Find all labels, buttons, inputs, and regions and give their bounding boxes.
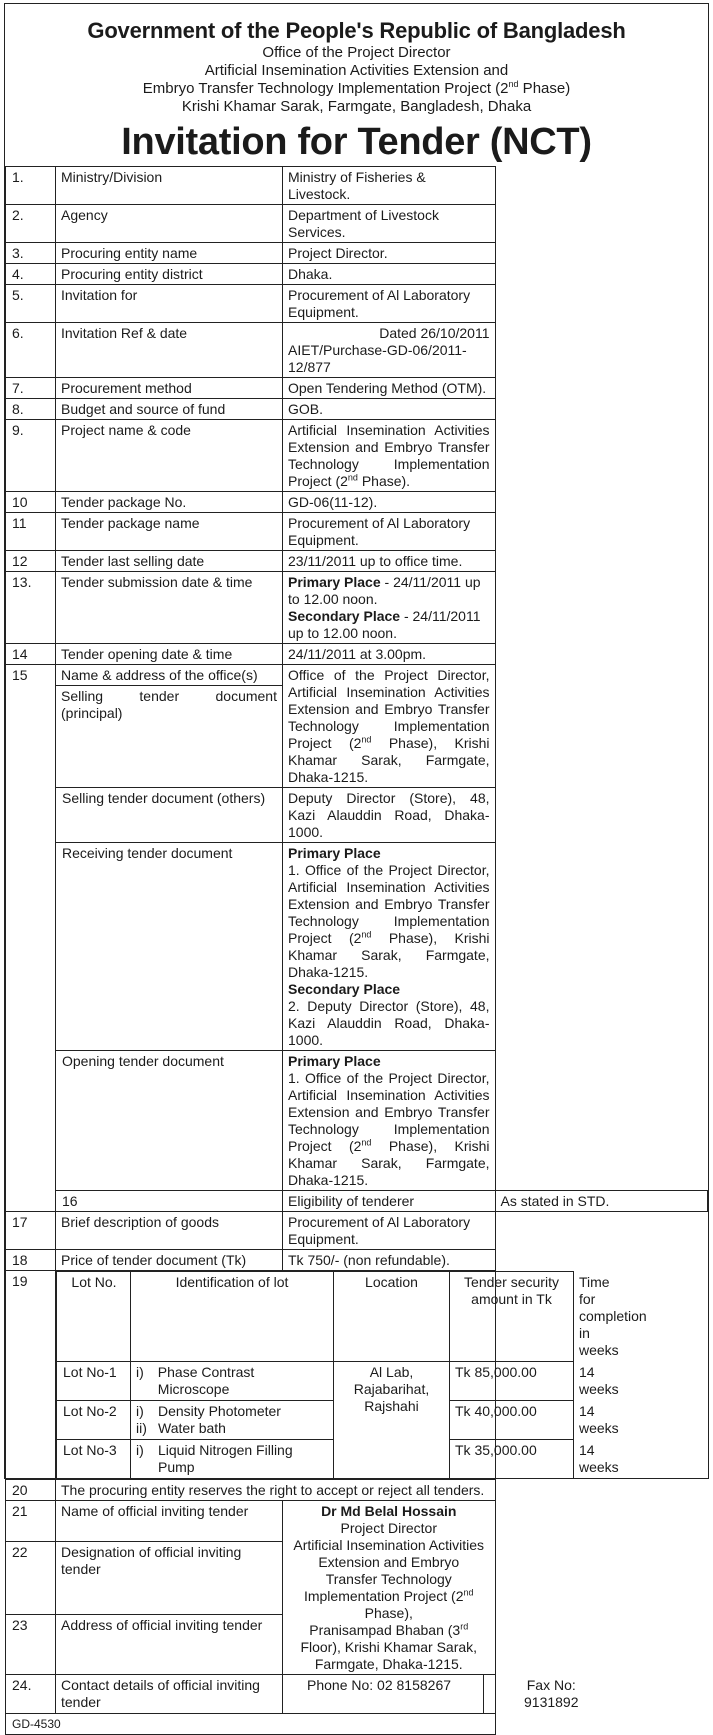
value-text: Artificial Insemination Activities Extension and Embryo Transfer Technology Implementation Project (2 — [288, 422, 490, 489]
office-line: Office of the Project Director — [262, 44, 451, 61]
table-row — [6, 264, 708, 285]
item-index: i) — [136, 1442, 144, 1458]
item-text: Water bath — [158, 1420, 226, 1436]
address-line: Krishi Khamar Sarak, Farmgate, Bangladesh, Dhaka — [181, 98, 532, 115]
row-value: Dhaka. — [283, 264, 496, 285]
row-number: 11 — [6, 513, 56, 551]
row-value: Tk 750/- (non refundable). — [283, 1250, 496, 1271]
row-label: Invitation for — [56, 285, 283, 323]
row-label: Project name & code — [56, 420, 283, 492]
header — [5, 18, 708, 166]
lot-table-cell — [56, 1271, 647, 1480]
selling-others-value: Deputy Director (Store), 48, Kazi Alauddin Road, Dhaka-1000. — [283, 788, 496, 843]
row-label: Tender last selling date — [56, 551, 283, 572]
row-label-stack — [56, 665, 283, 788]
row-number: 18 — [6, 1250, 56, 1271]
government-title: Government of the People's Republic of Bangladesh — [87, 18, 626, 43]
contact-details — [283, 1675, 579, 1714]
table-row — [6, 1051, 708, 1191]
lot-location: Al Lab, Rajabarihat, Rajshahi — [334, 1362, 450, 1479]
row-label: Invitation Ref & date — [56, 323, 283, 378]
addr-tail: Phase), — [364, 1605, 413, 1621]
table-row — [6, 205, 708, 243]
row-label: Budget and source of fund — [56, 399, 283, 420]
table-row — [6, 243, 708, 264]
receiving-value — [283, 843, 496, 1051]
row-value — [283, 420, 496, 492]
row-number: 22 — [6, 1541, 56, 1614]
row-value: Procurement of Al Laboratory Equipment. — [283, 1212, 496, 1250]
row-number: 6. — [6, 323, 56, 378]
value-tail: Phase). — [357, 473, 411, 489]
primary-place-tail: Phase), Krishi Khamar Sarak, Farmgate, Dhaka-1215. — [288, 930, 490, 980]
receiving-label: Receiving tender document — [56, 843, 283, 1051]
table-row — [6, 644, 708, 665]
item-text: Density Photometer — [158, 1403, 281, 1419]
item-index: ii) — [136, 1420, 147, 1436]
official-address-1: Artificial Insemination Activities Extension and Embryo — [293, 1537, 485, 1570]
location-header: Location — [334, 1272, 450, 1362]
row-label: Agency — [56, 205, 283, 243]
ref-number: AIET/Purchase-GD-06/2011-12/877 — [288, 342, 467, 375]
primary-place-label: Primary Place — [288, 1053, 381, 1069]
table-row — [6, 1212, 708, 1250]
row-label: Name of official inviting tender — [56, 1501, 283, 1542]
row-number: 23 — [6, 1615, 56, 1675]
row-label: Price of tender document (Tk) — [56, 1250, 283, 1271]
secondary-place-value: - 24/11/2011 up to 12.00 noon. — [288, 608, 481, 641]
ref-date: Dated 26/10/2011 — [379, 325, 490, 341]
superscript: nd — [508, 79, 519, 89]
lot-security: Tk 35,000.00 — [450, 1440, 574, 1479]
superscript: nd — [361, 734, 372, 745]
lot-number: Lot No-2 — [57, 1401, 131, 1440]
row-label: Contact details of official inviting tender — [56, 1675, 283, 1714]
tender-notice — [4, 3, 709, 1731]
row-number: 15 — [6, 665, 56, 1212]
row-value: 23/11/2011 up to office time. — [283, 551, 496, 572]
tender-table-body — [6, 167, 708, 1735]
secondary-place-text: 2. Deputy Director (Store), 48, Kazi Alauddin Road, Dhaka-1000. — [288, 998, 490, 1048]
row-value — [283, 323, 496, 378]
table-row — [6, 1250, 708, 1271]
lot-number: Lot No-3 — [57, 1440, 131, 1479]
row-number: 1. — [6, 167, 56, 205]
row-value: 24/11/2011 at 3.00pm. — [283, 644, 496, 665]
table-row — [6, 513, 708, 551]
row-label: Tender opening date & time — [56, 644, 283, 665]
table-row — [6, 492, 708, 513]
row-number: 24. — [6, 1675, 56, 1714]
row-number: 5. — [6, 285, 56, 323]
row-number: 2. — [6, 205, 56, 243]
superscript: rd — [460, 1621, 469, 1632]
office-address-tail: Phase), Krishi Khamar Sarak, Farmgate, Dhaka-1215. — [288, 735, 490, 785]
project-line-2-tail: Phase) — [518, 80, 571, 97]
table-row — [6, 399, 708, 420]
primary-place-text: 1. Office of the Project Director, Artificial Insemination Activities Extension and Embryo Transfer Technology Implementation Project (2 — [288, 862, 490, 946]
addr-text: Transfer Technology Implementation Project (2 — [303, 1571, 464, 1604]
footer-row — [6, 1714, 708, 1735]
phone-number: Phone No: 02 8158267 — [283, 1675, 484, 1713]
item-index: i) — [136, 1403, 144, 1419]
row-label: Procuring entity name — [56, 243, 283, 264]
item-index: i) — [136, 1364, 144, 1380]
row-number: 16 — [56, 1191, 283, 1212]
project-line-2-text: Embryo Transfer Technology Implementation Project (2 — [142, 80, 509, 97]
row-number: 14 — [6, 644, 56, 665]
superscript: nd — [463, 1587, 474, 1598]
item-text: Phase Contrast Microscope — [157, 1364, 255, 1397]
row-number: 20 — [6, 1480, 56, 1501]
row-label: Tender submission date & time — [56, 572, 283, 644]
table-row — [6, 1501, 708, 1542]
secondary-place-label: Secondary Place — [288, 981, 401, 997]
lot-header-row: Lot No. Identification of lot Location Tender security amount in Tk Time for completion in weeks — [57, 1272, 574, 1362]
row-number: 7. — [6, 378, 56, 399]
row-label: Address of official inviting tender — [56, 1615, 283, 1675]
addr-tail: Floor), Krishi Khamar Sarak, — [300, 1639, 478, 1655]
addr-text: Pranisampad Bhaban (3 — [309, 1622, 461, 1638]
row-number: 4. — [6, 264, 56, 285]
lot-items — [131, 1401, 334, 1440]
selling-others-label: Selling tender document (others) — [56, 788, 283, 843]
row-value: Procurement of Al Laboratory Equipment. — [283, 513, 496, 551]
lot-table — [56, 1271, 647, 1479]
row-value: Department of Livestock Services. — [283, 205, 496, 243]
office-address: Office of the Project Director, Artificial Insemination Activities Extension and Embryo Transfer Technology Implementation Project (2 — [288, 667, 490, 751]
security-header: Tender security amount in Tk — [450, 1272, 574, 1362]
row-number: 3. — [6, 243, 56, 264]
lot-row: Lot No-1 i) Phase Contrast Microscope Al Lab, Rajabarihat, Rajshahi Tk 85,000.00 14 weeks — [57, 1362, 574, 1401]
fax-number: Fax No: 9131892 — [524, 1677, 579, 1710]
official-name: Dr Md Belal Hossain — [321, 1503, 457, 1519]
official-address-4: Farmgate, Dhaka-1215. — [314, 1656, 463, 1672]
row-number: 9. — [6, 420, 56, 492]
primary-place-text: 1. Office of the Project Director, Artificial Insemination Activities Extension and Embryo Transfer Technology Implementation Project (2 — [288, 1070, 490, 1154]
lot-items — [131, 1362, 334, 1401]
row-label: Tender package name — [56, 513, 283, 551]
lot-items — [131, 1440, 334, 1479]
row-label: Eligibility of tenderer — [283, 1191, 496, 1212]
official-address-2 — [288, 1571, 490, 1622]
table-row — [6, 843, 708, 1051]
project-line-2 — [5, 80, 708, 98]
opening-label: Opening tender document — [56, 1051, 283, 1191]
lot-row: Lot No-2 i) Density Photometer ii) Water bath Tk 40,000.00 14 weeks — [57, 1401, 574, 1440]
table-row — [6, 378, 708, 399]
table-row — [6, 1191, 708, 1212]
row-number: 21 — [6, 1501, 56, 1542]
row-value: Ministry of Fisheries & Livestock. — [283, 167, 496, 205]
row-value — [283, 665, 496, 788]
superscript: nd — [347, 472, 358, 483]
row-value: GD-06(11-12). — [283, 492, 496, 513]
item-text: Liquid Nitrogen Filling Pump — [158, 1442, 293, 1475]
row-value: Project Director. — [283, 243, 496, 264]
official-designation: Project Director — [340, 1520, 437, 1536]
selling-principal-label: Selling tender document (principal) — [61, 688, 277, 721]
lot-security: Tk 85,000.00 — [450, 1362, 574, 1401]
row-number: 8. — [6, 399, 56, 420]
row-number: 13. — [6, 572, 56, 644]
lot-no-header: Lot No. — [57, 1272, 131, 1362]
identification-header: Identification of lot — [131, 1272, 334, 1362]
superscript: nd — [361, 1137, 372, 1148]
table-row — [6, 323, 708, 378]
primary-place-tail: Phase), Krishi Khamar Sarak, Farmgate, Dhaka-1215. — [288, 1138, 490, 1188]
row-value: Open Tendering Method (OTM). — [283, 378, 496, 399]
table-row — [6, 285, 708, 323]
row-value: GOB. — [283, 399, 496, 420]
row-label: Procuring entity district — [56, 264, 283, 285]
row-label: Designation of official inviting tender — [56, 1541, 283, 1614]
official-details — [283, 1501, 496, 1675]
row-label: Procurement method — [56, 378, 283, 399]
table-row — [6, 788, 708, 843]
row-number: 10 — [6, 492, 56, 513]
row-label: Tender package No. — [56, 492, 283, 513]
table-row — [6, 420, 708, 492]
page-title: Invitation for Tender (NCT) — [121, 121, 592, 163]
row-number: 17 — [6, 1212, 56, 1250]
lot-number: Lot No-1 — [57, 1362, 131, 1401]
table-row — [6, 1675, 708, 1714]
lot-security: Tk 40,000.00 — [450, 1401, 574, 1440]
footer-code: GD-4530 — [6, 1714, 496, 1735]
reservation-note: The procuring entity reserves the right to accept or reject all tenders. — [56, 1480, 496, 1501]
primary-place-value: - 24/11/2011 up to 12.00 noon. — [288, 574, 481, 607]
primary-place-label: Primary Place — [288, 574, 381, 590]
project-line-1: Artificial Insemination Activities Extension and — [204, 62, 509, 79]
row-label: Ministry/Division — [56, 167, 283, 205]
table-row — [6, 551, 708, 572]
secondary-place-label: Secondary Place — [288, 608, 401, 624]
row-value — [283, 572, 496, 644]
row-value: As stated in STD. — [495, 1191, 708, 1212]
row-label: Brief description of goods — [56, 1212, 283, 1250]
row-number: 12 — [6, 551, 56, 572]
row-value: Procurement of Al Laboratory Equipment. — [283, 285, 496, 323]
table-row-19 — [6, 1271, 708, 1480]
superscript: nd — [361, 929, 372, 940]
opening-value — [283, 1051, 496, 1191]
office-label: Name & address of the office(s) — [56, 665, 282, 686]
official-address-3 — [288, 1622, 490, 1656]
table-row — [6, 572, 708, 644]
primary-place-label: Primary Place — [288, 845, 381, 861]
tender-table — [5, 166, 708, 1735]
table-row — [6, 167, 708, 205]
table-row-15 — [6, 665, 708, 788]
row-number: 19 — [6, 1271, 56, 1480]
lot-row: Lot No-3 i) Liquid Nitrogen Filling Pump Tk 35,000.00 14 weeks — [57, 1440, 574, 1479]
